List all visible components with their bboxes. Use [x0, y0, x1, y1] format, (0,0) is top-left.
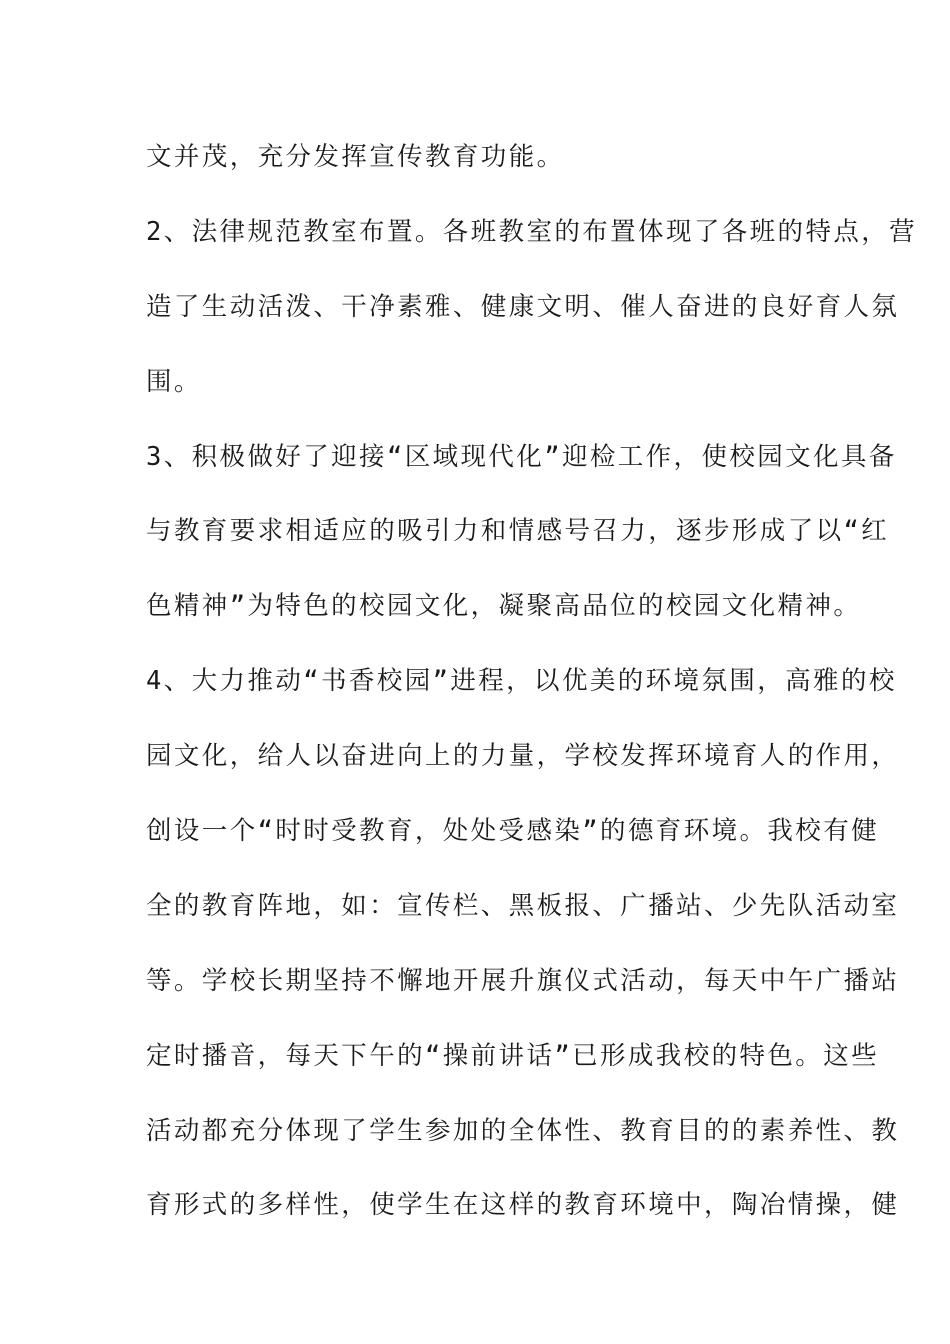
text-line: 与教育要求相适应的吸引力和情感号召力，逐步形成了以“红	[146, 516, 890, 547]
text-line: 活动都充分体现了学生参加的全体性、教育目的的素养性、教	[146, 1115, 900, 1146]
body-text	[146, 130, 918, 1253]
text-line: 4、大力推动“书香校园”进程，以优美的环境氛围，高雅的校	[146, 666, 897, 697]
text-line: 等。学校长期坚持不懈地开展升旗仪式活动，每天中午广播站	[146, 965, 900, 996]
text-line: 定时播音，每天下午的“操前讲话”已形成我校的特色。这些	[146, 1040, 880, 1071]
text-line: 创设一个“时时受教育，处处受感染”的德育环境。我校有健	[146, 816, 880, 847]
text-line: 3、积极做好了迎接“区域现代化”迎检工作，使校园文化具备	[146, 441, 897, 472]
text-line: 全的教育阵地，如：宣传栏、黑板报、广播站、少先队活动室	[146, 890, 900, 921]
text-line: 文并茂，充分发挥宣传教育功能。	[146, 142, 565, 172]
text-line: 园文化，给人以奋进向上的力量，学校发挥环境育人的作用，	[146, 741, 900, 772]
text-line: 色精神”为特色的校园文化，凝聚高品位的校园文化精神。	[146, 591, 862, 622]
text-line: 围。	[146, 366, 202, 397]
text-line: 育形式的多样性，使学生在这样的教育环境中，陶冶情操，健	[146, 1190, 900, 1221]
text-line: 造了生动活泼、干净素雅、健康文明、催人奋进的良好育人氛	[146, 291, 900, 322]
text-line: 2、法律规范教室布置。各班教室的布置体现了各班的特点，营	[146, 216, 918, 247]
